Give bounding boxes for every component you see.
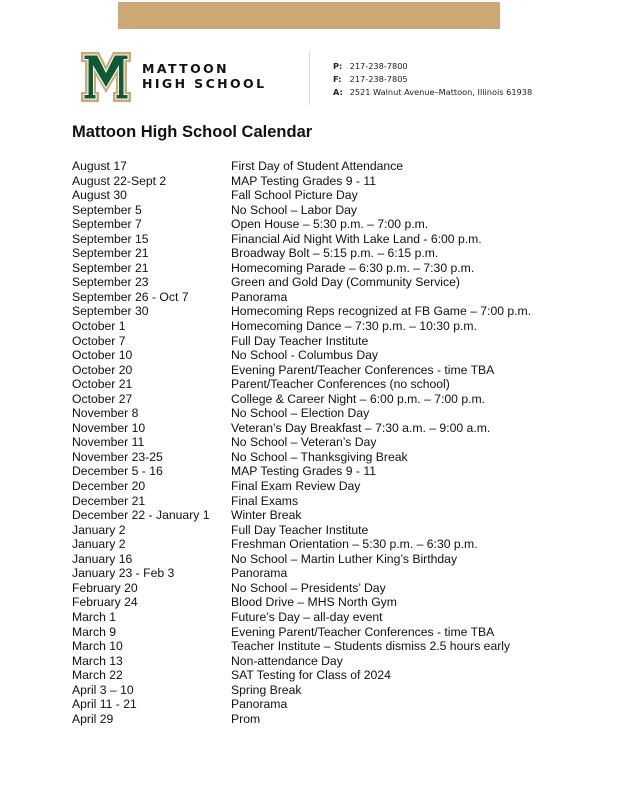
calendar-event: Homecoming Parade – 6:30 p.m. – 7:30 p.m. bbox=[231, 260, 475, 275]
calendar-date: February 20 bbox=[72, 580, 138, 595]
calendar-event: Panorama bbox=[231, 289, 288, 304]
calendar-date: August 30 bbox=[72, 188, 127, 203]
calendar-row bbox=[72, 188, 572, 203]
calendar-event: Non-attendance Day bbox=[231, 653, 343, 668]
calendar-date: August 22-Sept 2 bbox=[72, 173, 167, 188]
contact-address bbox=[333, 86, 532, 99]
calendar-row bbox=[72, 610, 572, 625]
calendar-event: No School – Election Day bbox=[231, 406, 370, 421]
calendar-date: November 8 bbox=[72, 406, 139, 421]
page-title: Mattoon High School Calendar bbox=[72, 123, 313, 141]
calendar-event: No School – Veteran’s Day bbox=[231, 435, 377, 450]
calendar-list bbox=[72, 159, 572, 726]
calendar-date: January 16 bbox=[72, 551, 133, 566]
calendar-date: October 21 bbox=[72, 377, 133, 392]
calendar-row bbox=[72, 537, 572, 552]
calendar-row bbox=[72, 392, 572, 407]
calendar-row bbox=[72, 595, 572, 610]
calendar-row bbox=[72, 450, 572, 465]
calendar-event: Open House – 5:30 p.m. – 7:00 p.m. bbox=[231, 217, 429, 232]
calendar-row bbox=[72, 319, 572, 334]
calendar-event: Prom bbox=[231, 711, 261, 726]
calendar-row bbox=[72, 334, 572, 349]
calendar-date: September 21 bbox=[72, 246, 149, 261]
calendar-date: November 10 bbox=[72, 420, 146, 435]
calendar-date: March 13 bbox=[72, 653, 123, 668]
school-name-line-2: HIGH SCHOOL bbox=[142, 75, 267, 91]
calendar-date: November 11 bbox=[72, 435, 145, 450]
contact-phone-value: 217-238-7800 bbox=[349, 61, 408, 71]
calendar-date: September 21 bbox=[72, 260, 149, 275]
calendar-date: September 26 - Oct 7 bbox=[72, 289, 189, 304]
calendar-event: MAP Testing Grades 9 - 11 bbox=[231, 173, 376, 188]
contact-phone-label: P: bbox=[333, 61, 343, 71]
calendar-date: April 29 bbox=[72, 711, 114, 726]
contact-info bbox=[333, 60, 532, 98]
calendar-row bbox=[72, 435, 572, 450]
calendar-event: SAT Testing for Class of 2024 bbox=[231, 668, 391, 683]
calendar-date: March 22 bbox=[72, 668, 123, 683]
calendar-date: September 5 bbox=[72, 202, 142, 217]
calendar-row bbox=[72, 668, 572, 683]
calendar-date: September 15 bbox=[72, 231, 149, 246]
calendar-event: No School – Thanksgiving Break bbox=[231, 449, 408, 464]
calendar-row bbox=[72, 683, 572, 698]
calendar-date: March 10 bbox=[72, 639, 123, 654]
contact-address-label: A: bbox=[333, 86, 343, 97]
calendar-event: Winter Break bbox=[231, 508, 302, 523]
calendar-date: December 22 - January 1 bbox=[72, 508, 210, 523]
calendar-row bbox=[72, 581, 572, 596]
calendar-event: Green and Gold Day (Community Service) bbox=[231, 275, 460, 290]
calendar-event: Freshman Orientation – 5:30 p.m. – 6:30 p.m. bbox=[231, 537, 478, 552]
calendar-event: Veteran’s Day Breakfast – 7:30 a.m. – 9:00 a.m. bbox=[231, 420, 491, 435]
calendar-date: April 3 – 10 bbox=[72, 682, 134, 697]
calendar-date: December 20 bbox=[72, 479, 146, 494]
calendar-row bbox=[72, 639, 572, 654]
calendar-event: Broadway Bolt – 5:15 p.m. – 6:15 p.m. bbox=[231, 246, 439, 261]
calendar-date: August 17 bbox=[72, 159, 127, 173]
calendar-event: College & Career Night – 6:00 p.m. – 7:00 p.m. bbox=[231, 391, 486, 406]
calendar-date: April 11 - 21 bbox=[72, 697, 137, 712]
calendar-date: November 23-25 bbox=[72, 449, 163, 464]
calendar-row bbox=[72, 348, 572, 363]
calendar-row bbox=[72, 174, 572, 189]
header-divider bbox=[309, 51, 310, 105]
calendar-event: Panorama bbox=[231, 697, 288, 712]
calendar-date: January 2 bbox=[72, 522, 126, 537]
calendar-row bbox=[72, 479, 572, 494]
calendar-event: Full Day Teacher Institute bbox=[231, 333, 369, 348]
contact-fax bbox=[333, 73, 532, 86]
calendar-date: September 7 bbox=[72, 217, 142, 232]
calendar-row bbox=[72, 275, 572, 290]
calendar-row bbox=[72, 566, 572, 581]
calendar-event: Teacher Institute – Students dismiss 2.5 hours early bbox=[231, 639, 511, 654]
calendar-event: No School - Columbus Day bbox=[231, 348, 378, 363]
calendar-date: September 30 bbox=[72, 304, 149, 319]
contact-phone bbox=[333, 60, 532, 73]
calendar-event: First Day of Student Attendance bbox=[231, 159, 404, 173]
calendar-event: Evening Parent/Teacher Conferences - time TBA bbox=[231, 362, 495, 377]
calendar-event: Future’s Day – all-day event bbox=[231, 609, 383, 624]
calendar-date: October 27 bbox=[72, 391, 133, 406]
calendar-row bbox=[72, 552, 572, 567]
calendar-row bbox=[72, 712, 572, 727]
calendar-date: March 1 bbox=[72, 609, 117, 624]
calendar-row bbox=[72, 464, 572, 479]
calendar-event: Homecoming Reps recognized at FB Game – 7:00 p.m. bbox=[231, 304, 532, 319]
calendar-row bbox=[72, 625, 572, 640]
calendar-row bbox=[72, 261, 572, 276]
calendar-row bbox=[72, 697, 572, 712]
calendar-row bbox=[72, 304, 572, 319]
calendar-row bbox=[72, 246, 572, 261]
calendar-event: Fall School Picture Day bbox=[231, 188, 358, 203]
contact-fax-label: F: bbox=[333, 73, 342, 84]
calendar-row bbox=[72, 406, 572, 421]
calendar-date: December 5 - 16 bbox=[72, 464, 163, 479]
calendar-event: MAP Testing Grades 9 - 11 bbox=[231, 464, 376, 479]
calendar-event: Spring Break bbox=[231, 682, 302, 697]
calendar-date: October 10 bbox=[72, 348, 133, 363]
calendar-row bbox=[72, 363, 572, 378]
calendar-date: February 24 bbox=[72, 595, 138, 610]
calendar-date: January 2 bbox=[72, 537, 126, 552]
calendar-row bbox=[72, 232, 572, 247]
calendar-date: December 21 bbox=[72, 493, 146, 508]
calendar-row bbox=[72, 421, 572, 436]
contact-address-value: 2521 Walnut Avenue–Mattoon, Illinois 61938 bbox=[349, 86, 533, 97]
calendar-event: Full Day Teacher Institute bbox=[231, 522, 369, 537]
calendar-date: October 7 bbox=[72, 333, 126, 348]
calendar-date: March 9 bbox=[72, 624, 117, 639]
school-name bbox=[142, 62, 266, 91]
calendar-row bbox=[72, 159, 572, 174]
school-name-line-1: MATTOON bbox=[142, 61, 229, 76]
calendar-date: September 23 bbox=[72, 275, 149, 290]
calendar-event: Financial Aid Night With Lake Land - 6:00 p.m. bbox=[231, 231, 482, 246]
calendar-date: October 1 bbox=[72, 319, 126, 334]
calendar-event: No School – Labor Day bbox=[231, 202, 358, 217]
calendar-date: January 23 - Feb 3 bbox=[72, 566, 175, 581]
calendar-event: Final Exam Review Day bbox=[231, 479, 361, 494]
calendar-row bbox=[72, 494, 572, 509]
header-accent-band bbox=[118, 2, 500, 29]
calendar-row bbox=[72, 217, 572, 232]
calendar-event: No School – Martin Luther King’s Birthday bbox=[231, 551, 458, 566]
calendar-event: Evening Parent/Teacher Conferences - time TBA bbox=[231, 624, 495, 639]
calendar-event: Panorama bbox=[231, 566, 288, 581]
contact-fax-value: 217-238-7805 bbox=[349, 73, 408, 84]
calendar-row bbox=[72, 377, 572, 392]
calendar-event: Blood Drive – MHS North Gym bbox=[231, 595, 397, 610]
calendar-date: October 20 bbox=[72, 362, 133, 377]
calendar-event: No School – Presidents’ Day bbox=[231, 580, 386, 595]
calendar-event: Final Exams bbox=[231, 493, 299, 508]
school-logo-m-icon bbox=[80, 51, 132, 103]
calendar-row bbox=[72, 508, 572, 523]
calendar-event: Parent/Teacher Conferences (no school) bbox=[231, 377, 450, 392]
calendar-row bbox=[72, 523, 572, 538]
calendar-row bbox=[72, 654, 572, 669]
calendar-row bbox=[72, 290, 572, 305]
calendar-row bbox=[72, 203, 572, 218]
calendar-event: Homecoming Dance – 7:30 p.m. – 10:30 p.m. bbox=[231, 319, 477, 334]
